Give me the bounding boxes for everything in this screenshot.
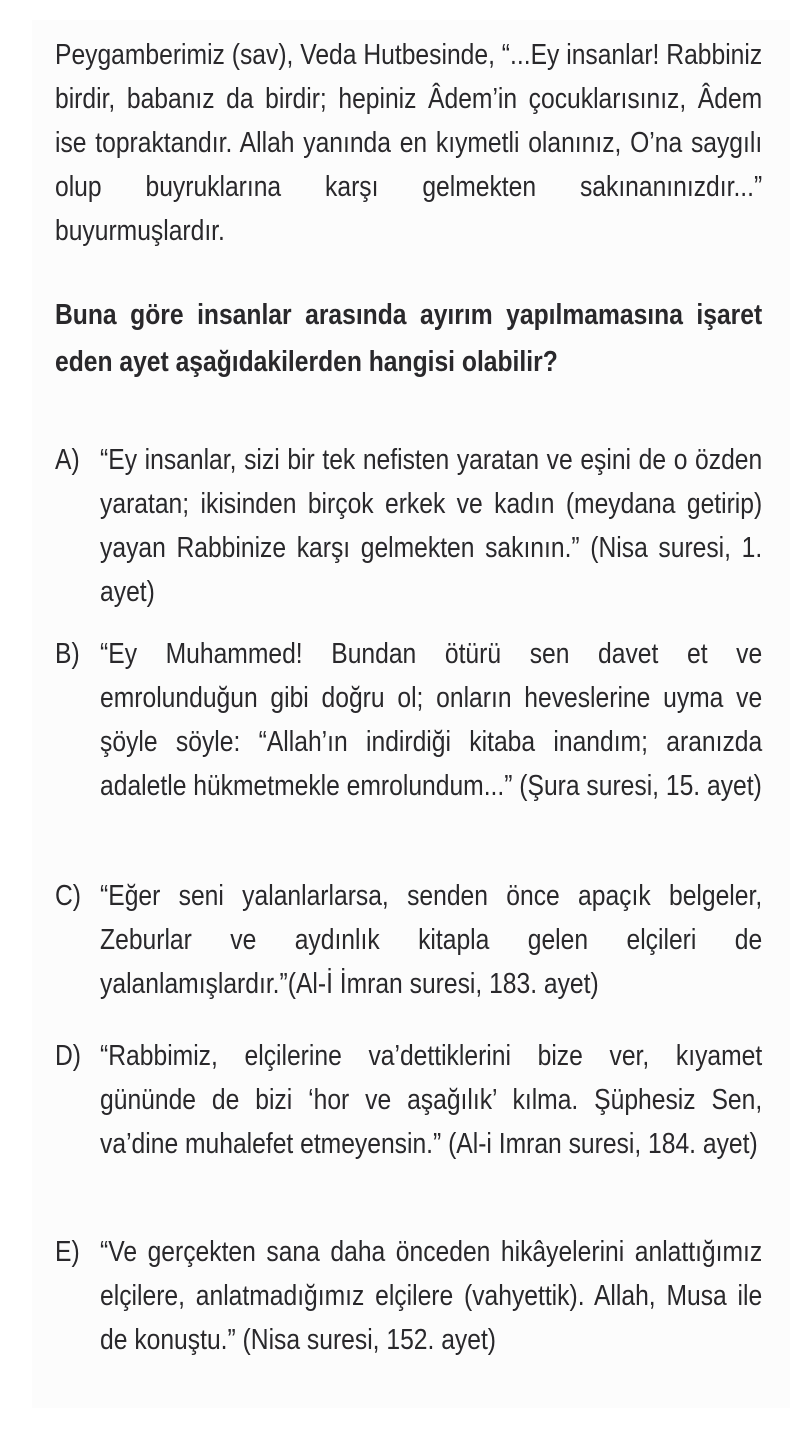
option-e-letter: E) xyxy=(55,1236,80,1268)
question-stem: Buna göre insanlar arasında ayırım yapılmamasına işaret eden ayet aşağıdakilerden hangisi olabilir? xyxy=(55,299,763,378)
option-a xyxy=(55,438,762,614)
option-c-text: “Eğer seni yalanlarlarsa, senden önce apaçık belgeler, Zeburlar ve aydınlık kitapla gelen elçileri de yalanlamışlardır.”(Al-İ İmran suresi, 183. ayet) xyxy=(100,880,763,1000)
option-b-text: “Ey Muhammed! Bundan ötürü sen davet et ve emrolunduğun gibi doğru ol; onların heveslerine uyma ve şöyle söyle: “Allah’ın indirdiği kitaba inandım; aranızda adaletle hükmetmekle emrolundum...” (Şura suresi, 15. ayet) xyxy=(100,638,763,802)
option-c-letter: C) xyxy=(55,880,82,912)
option-b xyxy=(55,632,762,808)
option-b-letter: B) xyxy=(55,638,80,670)
option-d-letter: D) xyxy=(55,1040,82,1072)
option-a-text: “Ey insanlar, sizi bir tek nefisten yaratan ve eşini de o özden yaratan; ikisinden birçok erkek ve kadın (meydana getirip) yayan Rabbinize karşı gelmekten sakının.” (Nisa suresi, 1. ayet) xyxy=(100,444,763,608)
option-a-letter: A) xyxy=(55,444,80,476)
option-c xyxy=(55,874,762,1006)
content-panel xyxy=(32,20,790,1408)
option-e-text: “Ve gerçekten sana daha önceden hikâyelerini anlattığımız elçilere, anlatmadığımız elçilere (vahyettik). Allah, Musa ile de konuştu.” (Nisa suresi, 152. ayet) xyxy=(100,1236,763,1356)
option-d-text: “Rabbimiz, elçilerine va’dettiklerini bize ver, kıyamet gününde de bizi ‘hor ve aşağılık’ kılma. Şüphesiz Sen, va’dine muhalefet etmeyensin.” (Al-i Imran suresi, 184. ayet) xyxy=(100,1040,763,1160)
passage-text: Peygamberimiz (sav), Veda Hutbesinde, “...Ey insanlar! Rabbiniz birdir, babanız da birdir; hepiniz Âdem’in çocuklarısınız, Âdem ise topraktandır. Allah yanında en kıymetli olanınız, O’na saygılı olup buyruklarına karşı gelmekten sakınanınızdır...” buyurmuşlardır. xyxy=(55,39,763,247)
option-d xyxy=(55,1034,762,1166)
option-e xyxy=(55,1230,762,1362)
